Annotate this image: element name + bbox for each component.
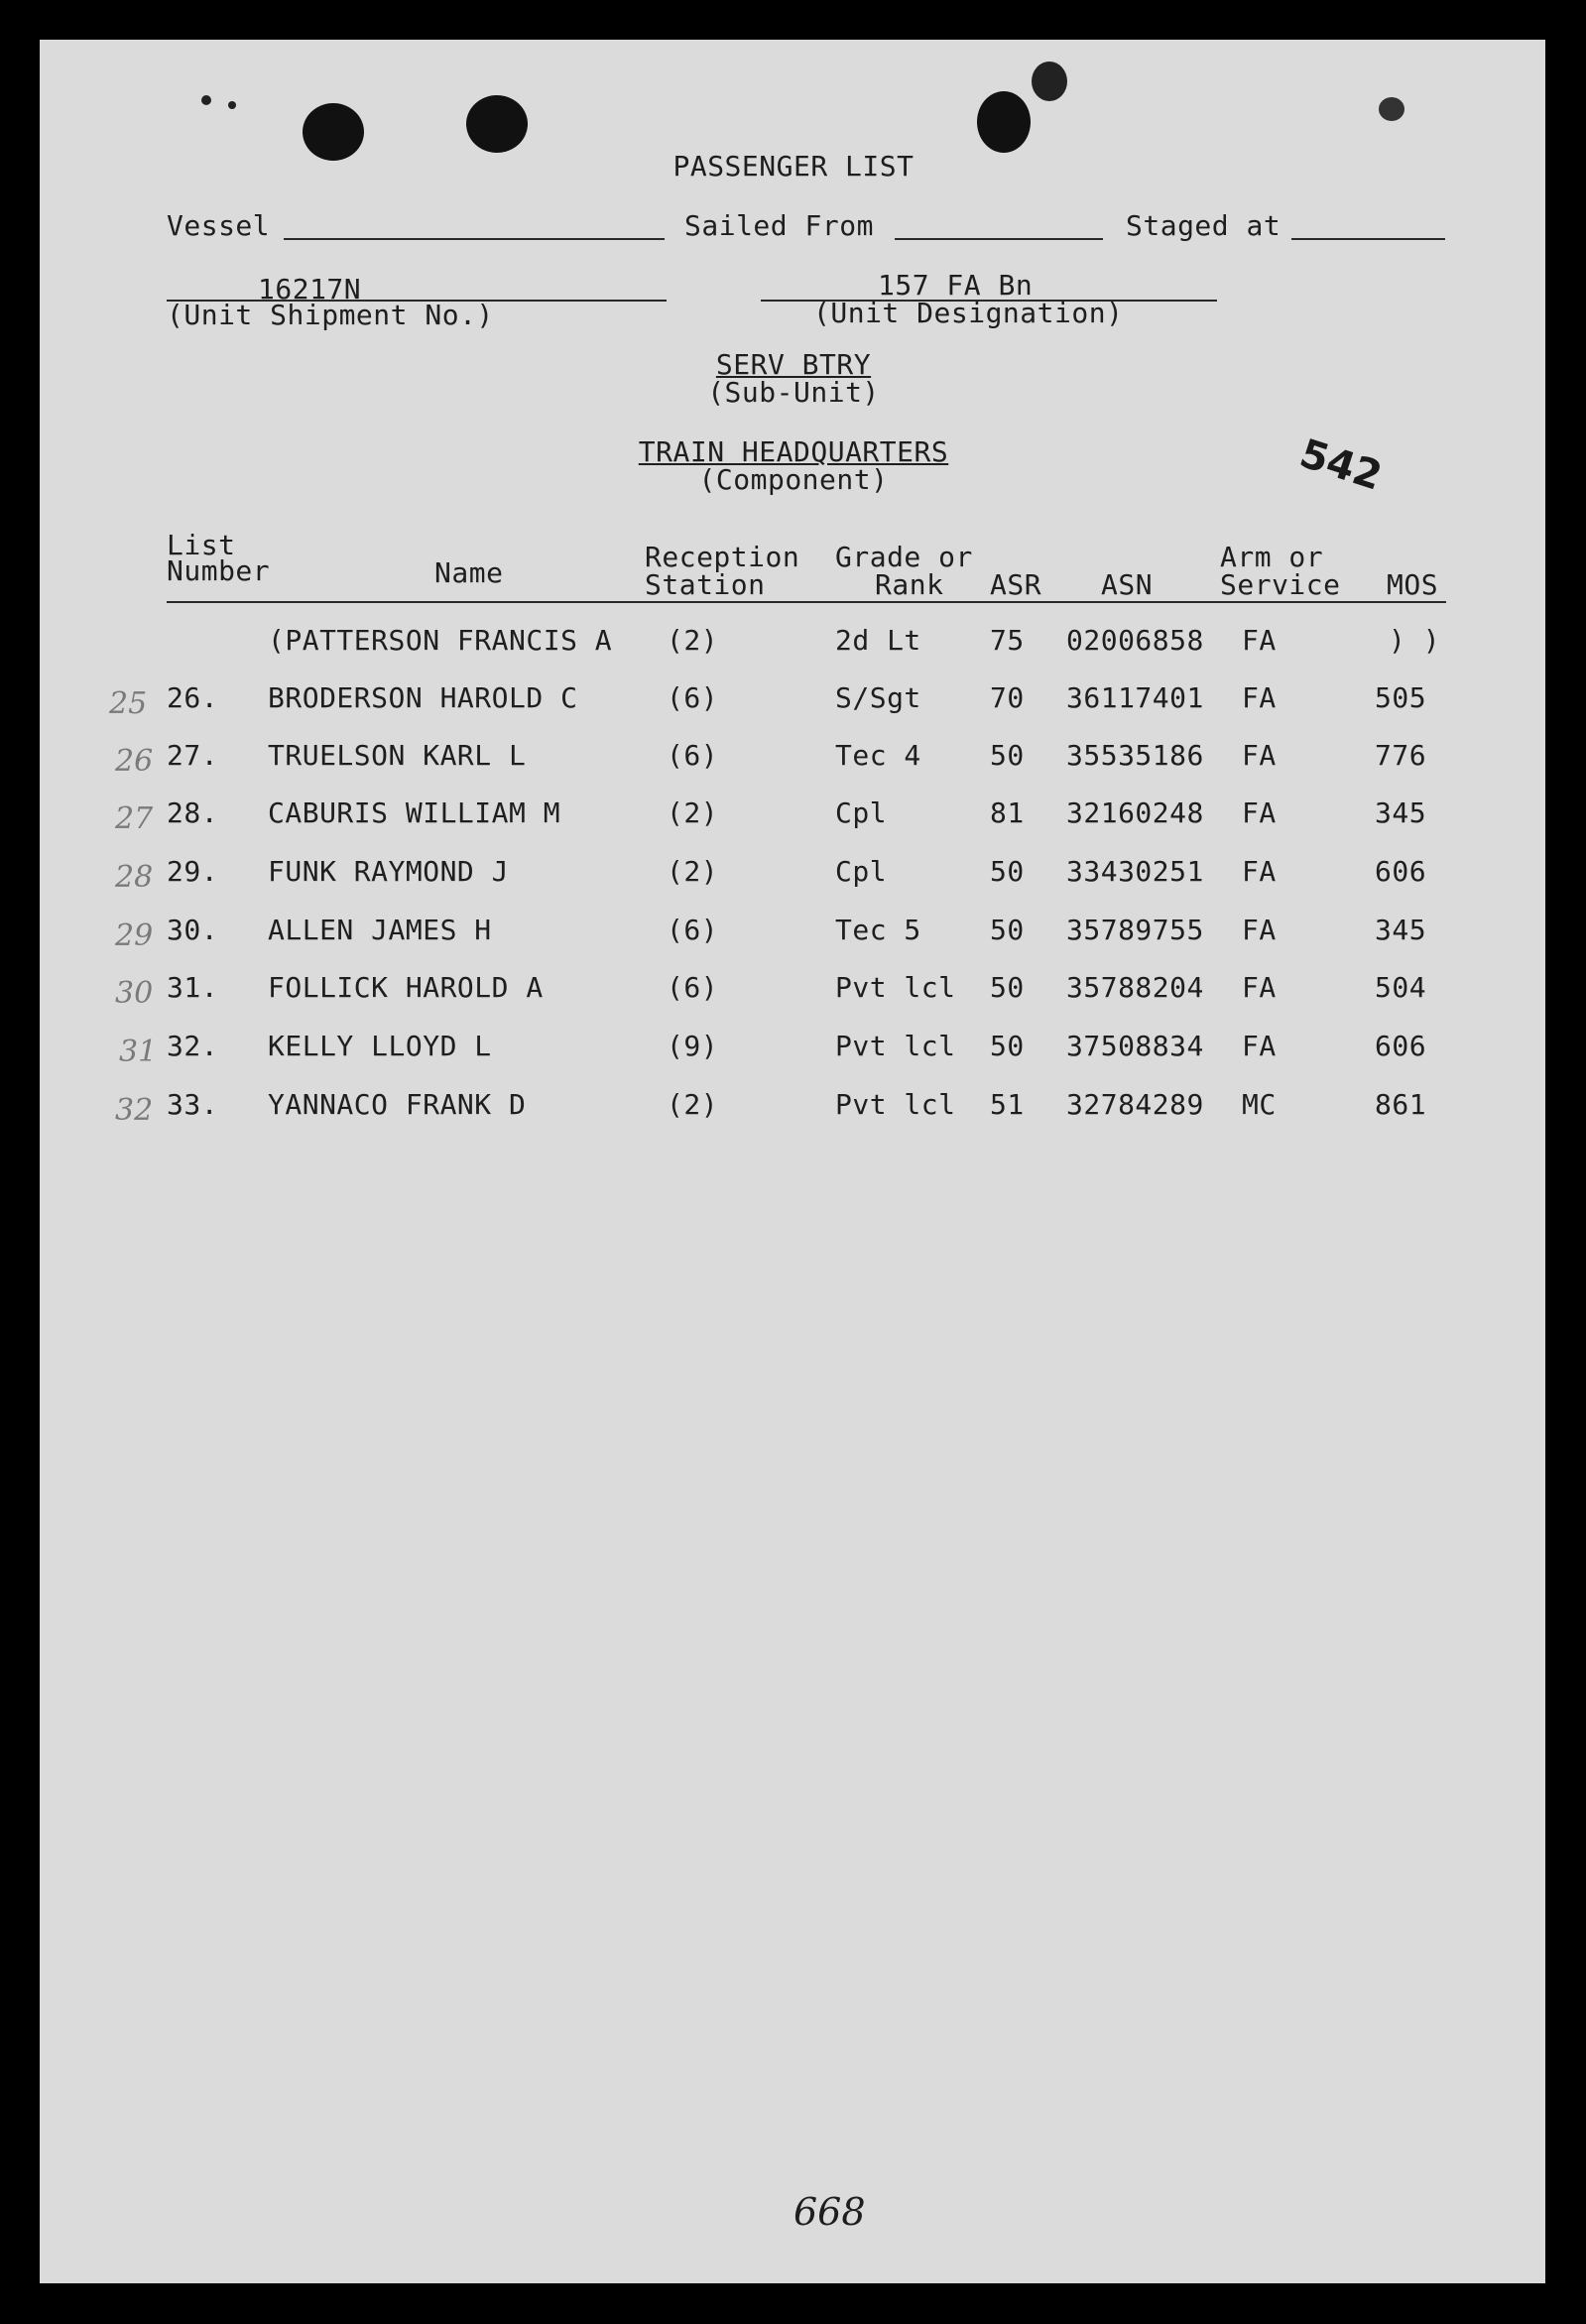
sailed-from-label: Sailed From (684, 209, 874, 242)
mos-cell: 504 (1375, 971, 1427, 1004)
sailed-from-blank (895, 238, 1103, 240)
ink-speck (1379, 97, 1404, 121)
table-row (40, 625, 1545, 665)
vessel-label: Vessel (167, 209, 271, 242)
station-cell: (2) (667, 855, 719, 888)
col-asr: ASR (990, 568, 1042, 601)
handwritten-number: 26 (115, 744, 154, 779)
mos-cell: 606 (1375, 855, 1427, 888)
unit-designation: 157 FA Bn (878, 269, 1034, 302)
document-title: PASSENGER LIST (672, 150, 915, 183)
asn-cell: 37508834 (1066, 1030, 1204, 1062)
asn-cell: 32160248 (1066, 796, 1204, 829)
asn-cell: 35535186 (1066, 739, 1204, 772)
punch-hole-2 (466, 95, 528, 153)
ink-speck (1032, 61, 1067, 101)
list-number-cell: 31. (167, 971, 219, 1004)
sub-unit-caption: (Sub-Unit) (707, 376, 880, 409)
list-number-cell: 27. (167, 739, 219, 772)
arm-cell: FA (1242, 739, 1277, 772)
list-number-cell: 32. (167, 1030, 219, 1062)
asr-cell: 50 (990, 971, 1025, 1004)
col-grade-1: Grade or (835, 541, 973, 573)
mos-cell: 505 (1375, 681, 1427, 714)
handwritten-number: 31 (119, 1035, 158, 1069)
table-row (40, 1031, 1545, 1070)
asn-cell: 33430251 (1066, 855, 1204, 888)
mos-cell: ) ) (1389, 624, 1441, 657)
arm-cell: FA (1242, 914, 1277, 946)
col-reception-1: Reception (645, 541, 800, 573)
arm-cell: FA (1242, 681, 1277, 714)
grade-cell: Pvt lcl (835, 1088, 956, 1121)
grade-cell: 2d Lt (835, 624, 921, 657)
col-asn: ASN (1101, 568, 1154, 601)
name-cell: KELLY LLOYD L (268, 1030, 492, 1062)
mos-cell: 345 (1375, 796, 1427, 829)
col-arm-2: Service (1220, 568, 1341, 601)
list-number-cell: 33. (167, 1088, 219, 1121)
table-row (40, 915, 1545, 954)
asr-cell: 75 (990, 624, 1025, 657)
asn-cell: 36117401 (1066, 681, 1204, 714)
asr-cell: 70 (990, 681, 1025, 714)
asr-cell: 50 (990, 739, 1025, 772)
col-mos: MOS (1387, 568, 1439, 601)
ink-speck (228, 101, 236, 109)
document-page (40, 40, 1545, 2283)
handwritten-number: 25 (109, 686, 148, 721)
ink-speck (201, 95, 211, 105)
grade-cell: S/Sgt (835, 681, 921, 714)
unit-shipment-caption: (Unit Shipment No.) (167, 299, 494, 331)
list-number-cell: 28. (167, 796, 219, 829)
asr-cell: 51 (990, 1088, 1025, 1121)
page-number: 668 (793, 2190, 866, 2234)
station-cell: (6) (667, 681, 719, 714)
component: TRAIN HEADQUARTERS (638, 435, 949, 468)
name-cell: (PATTERSON FRANCIS A (268, 624, 613, 657)
name-cell: FOLLICK HAROLD A (268, 971, 544, 1004)
handwritten-number: 27 (115, 801, 154, 836)
punch-hole-1 (303, 103, 364, 161)
grade-cell: Cpl (835, 855, 888, 888)
name-cell: ALLEN JAMES H (268, 914, 492, 946)
station-cell: (6) (667, 971, 719, 1004)
col-name: Name (434, 556, 504, 589)
arm-cell: MC (1242, 1088, 1277, 1121)
asr-cell: 81 (990, 796, 1025, 829)
asn-cell: 02006858 (1066, 624, 1204, 657)
list-number-cell: 29. (167, 855, 219, 888)
name-cell: BRODERSON HAROLD C (268, 681, 578, 714)
col-reception-2: Station (645, 568, 766, 601)
col-list-number-2: Number (167, 554, 271, 587)
arm-cell: FA (1242, 971, 1277, 1004)
stamp-number: 542 (1293, 430, 1388, 500)
staged-at-label: Staged at (1126, 209, 1281, 242)
table-row (40, 797, 1545, 837)
grade-cell: Cpl (835, 796, 888, 829)
unit-designation-caption: (Unit Designation) (813, 297, 1124, 329)
name-cell: YANNACO FRANK D (268, 1088, 527, 1121)
sub-unit: SERV BTRY (715, 348, 872, 381)
arm-cell: FA (1242, 855, 1277, 888)
list-number-cell: 26. (167, 681, 219, 714)
table-row (40, 682, 1545, 722)
name-cell: TRUELSON KARL L (268, 739, 527, 772)
punch-hole-3 (977, 91, 1031, 153)
handwritten-number: 32 (115, 1093, 154, 1128)
handwritten-number: 28 (115, 860, 154, 895)
asn-cell: 35789755 (1066, 914, 1204, 946)
grade-cell: Pvt lcl (835, 1030, 956, 1062)
unit-shipment-no: 16217N (258, 273, 362, 306)
station-cell: (2) (667, 624, 719, 657)
asr-cell: 50 (990, 914, 1025, 946)
mos-cell: 345 (1375, 914, 1427, 946)
mos-cell: 606 (1375, 1030, 1427, 1062)
col-list-number-1: List (167, 529, 236, 561)
name-cell: CABURIS WILLIAM M (268, 796, 561, 829)
arm-cell: FA (1242, 1030, 1277, 1062)
mos-cell: 776 (1375, 739, 1427, 772)
staged-at-blank (1291, 238, 1445, 240)
asn-cell: 35788204 (1066, 971, 1204, 1004)
asr-cell: 50 (990, 855, 1025, 888)
header-rule (167, 601, 1446, 603)
station-cell: (6) (667, 914, 719, 946)
name-cell: FUNK RAYMOND J (268, 855, 510, 888)
station-cell: (2) (667, 1088, 719, 1121)
station-cell: (6) (667, 739, 719, 772)
station-cell: (9) (667, 1030, 719, 1062)
list-number-cell: 30. (167, 914, 219, 946)
table-row (40, 972, 1545, 1012)
table-row (40, 1089, 1545, 1129)
station-cell: (2) (667, 796, 719, 829)
table-row (40, 856, 1545, 896)
arm-cell: FA (1242, 796, 1277, 829)
handwritten-number: 29 (115, 918, 154, 953)
grade-cell: Tec 4 (835, 739, 921, 772)
asn-cell: 32784289 (1066, 1088, 1204, 1121)
mos-cell: 861 (1375, 1088, 1427, 1121)
grade-cell: Pvt lcl (835, 971, 956, 1004)
component-caption: (Component) (698, 463, 889, 496)
asr-cell: 50 (990, 1030, 1025, 1062)
handwritten-number: 30 (115, 976, 154, 1011)
grade-cell: Tec 5 (835, 914, 921, 946)
arm-cell: FA (1242, 624, 1277, 657)
vessel-blank (284, 238, 665, 240)
col-arm-1: Arm or (1220, 541, 1324, 573)
table-row (40, 740, 1545, 780)
col-grade-2: Rank (875, 568, 944, 601)
